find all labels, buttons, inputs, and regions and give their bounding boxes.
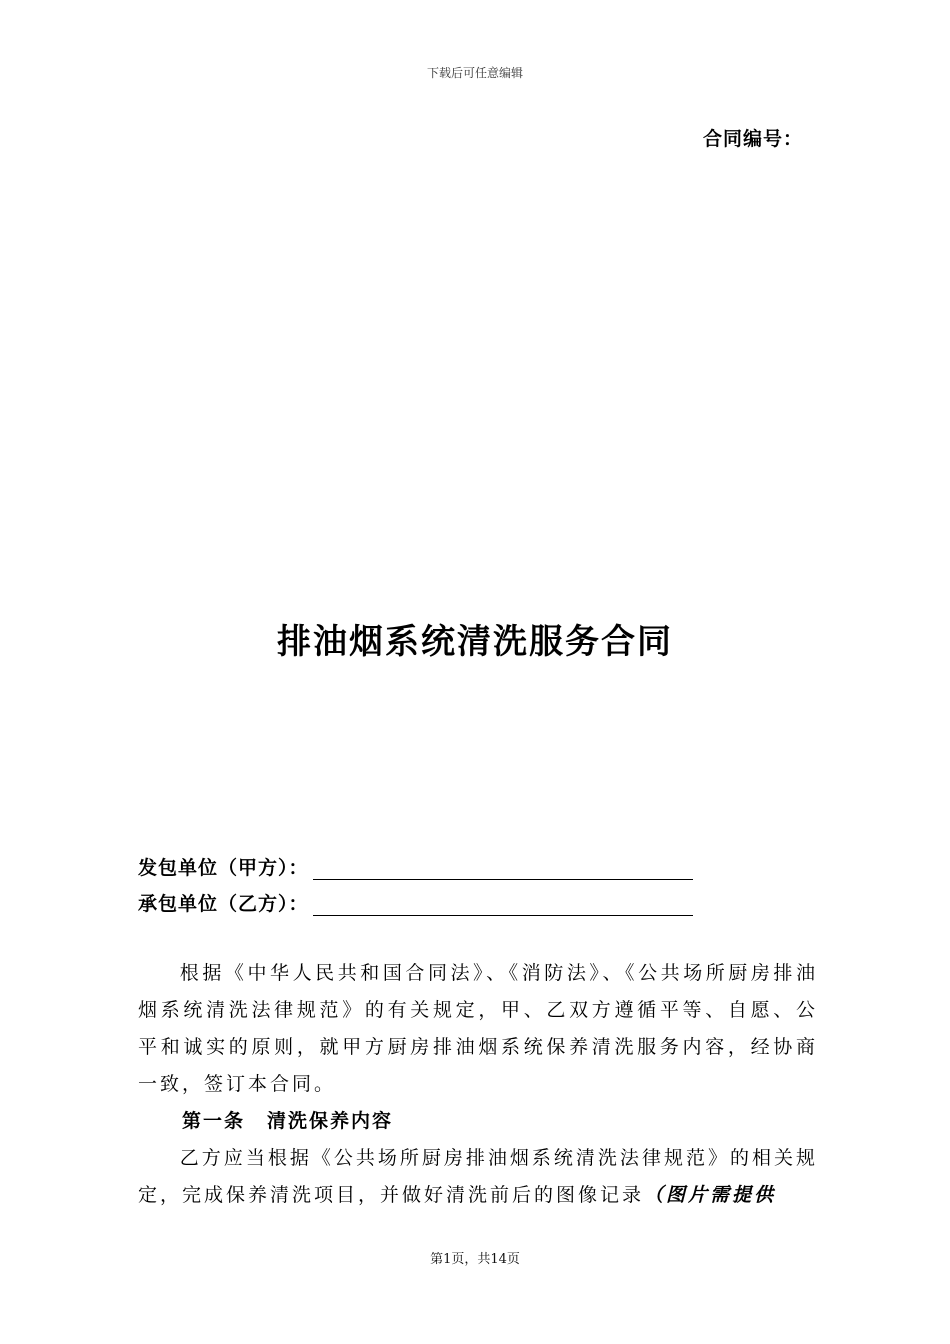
article-1-heading bbox=[138, 1103, 818, 1140]
article-1-text: 乙方应当根据《公共场所厨房排油烟系统清洗法律规范》的相关规定，完成保养清洗项目，并做好清洗前后的图像记录 bbox=[138, 1147, 818, 1206]
party-a-blank-line bbox=[313, 855, 693, 880]
contract-body bbox=[138, 955, 818, 1214]
article-1-paragraph bbox=[138, 1140, 818, 1214]
preamble-paragraph: 根据《中华人民共和国合同法》、《消防法》、《公共场所厨房排油烟系统清洗法律规范》的有关规定，甲、乙双方遵循平等、自愿、公平和诚实的原则，就甲方厨房排油烟系统保养清洗服务内容，经协商一致，签订本合同。 bbox=[138, 962, 818, 1095]
article-1-title: 清洗保养内容 bbox=[267, 1110, 394, 1132]
article-1-number: 第一条 bbox=[182, 1110, 246, 1132]
page-footer: 第1页，共14页 bbox=[430, 1252, 520, 1267]
contract-number-label: 合同编号： bbox=[703, 128, 804, 150]
party-b-blank-line bbox=[313, 891, 693, 916]
party-b-row bbox=[138, 886, 693, 916]
contract-title: 排油烟系统清洗服务合同 bbox=[277, 622, 673, 662]
header-note: 下载后可任意编辑 bbox=[426, 66, 523, 80]
party-b-label: 承包单位（乙方）： bbox=[138, 893, 309, 915]
party-a-row bbox=[138, 850, 693, 880]
party-a-label: 发包单位（甲方）： bbox=[138, 857, 309, 879]
article-1-emphasis: （图片需提供 bbox=[644, 1184, 777, 1206]
